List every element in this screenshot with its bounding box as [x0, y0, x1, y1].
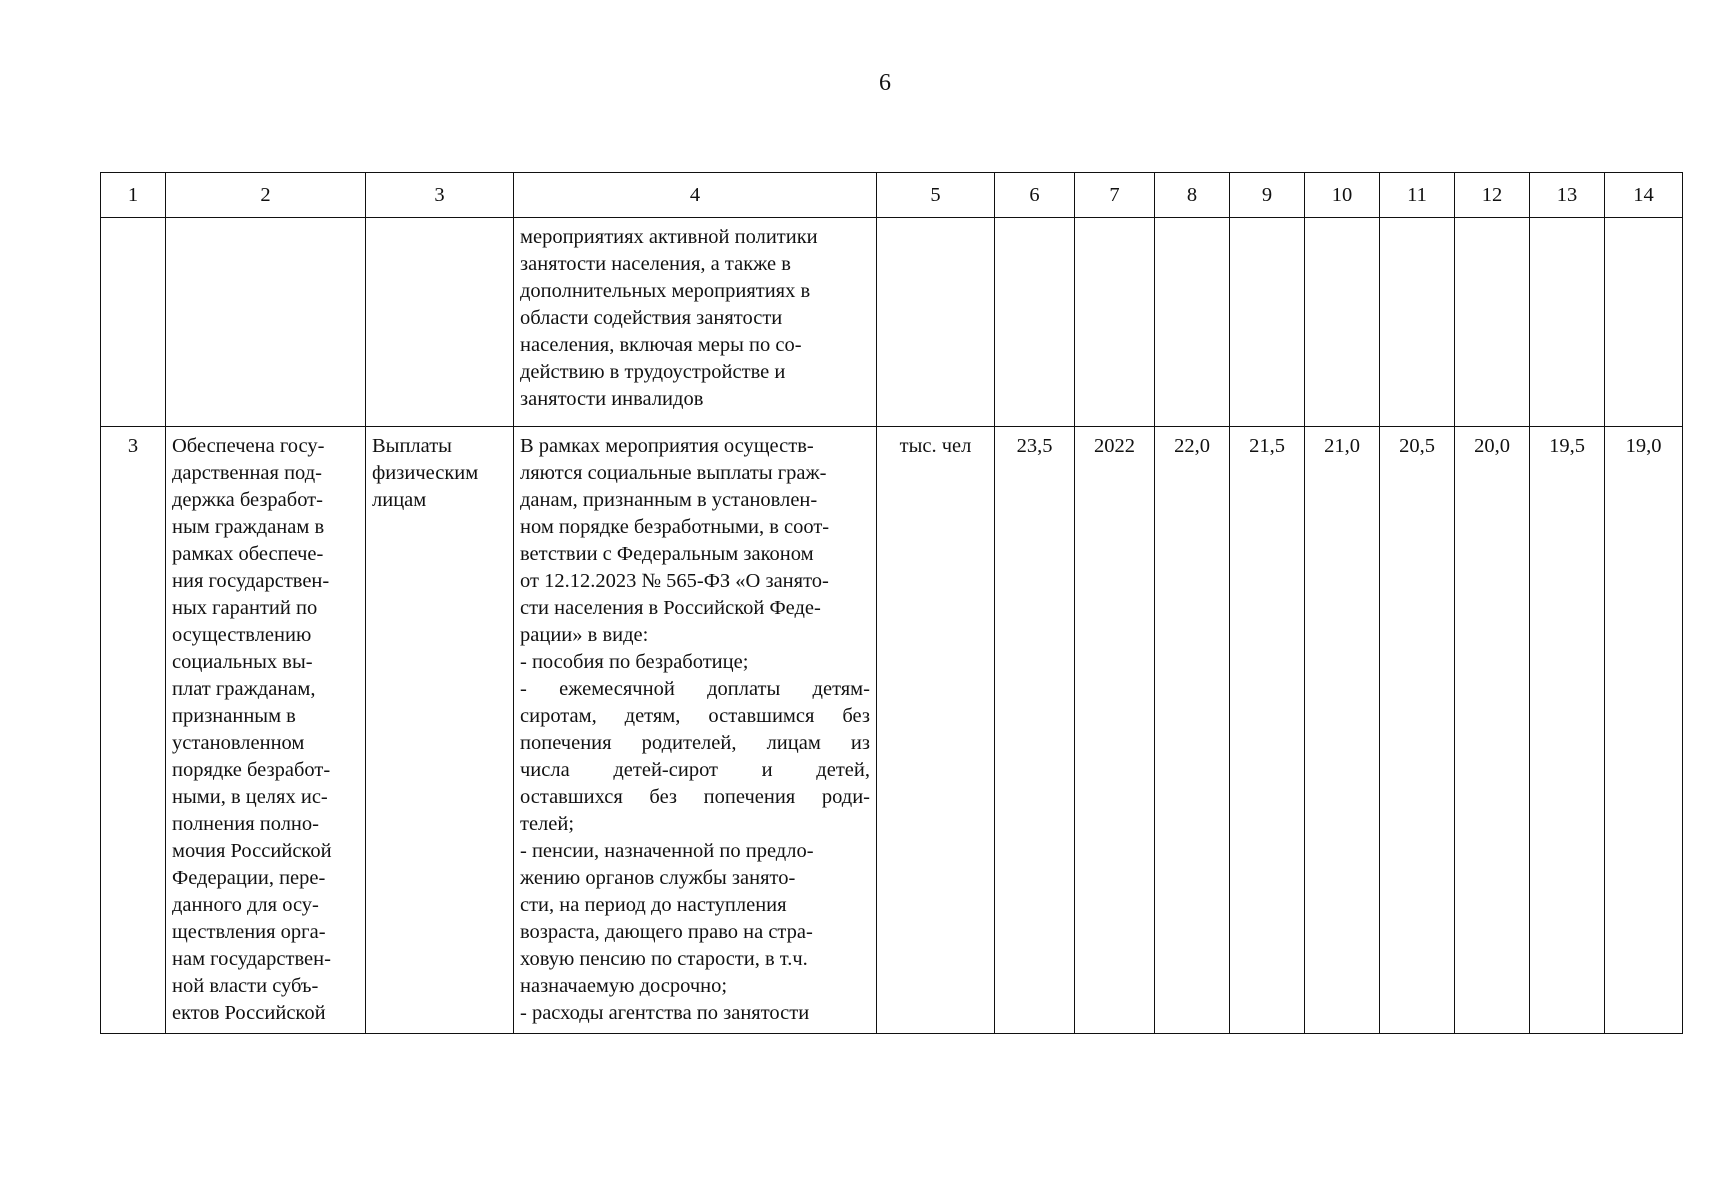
text-line: рамках обеспече- — [172, 543, 324, 565]
text-line: телей; — [520, 813, 575, 835]
header-cell: 8 — [1155, 173, 1230, 218]
text-line: данам, признанным в установлен- — [520, 489, 818, 511]
empty-cell — [1455, 218, 1530, 427]
text-line: попечения родителей, лицам из — [520, 732, 870, 754]
page-number: 6 — [879, 70, 891, 96]
indicators-table — [100, 172, 1683, 1034]
header-cell: 1 — [101, 173, 166, 218]
event-type-cell — [366, 427, 514, 1034]
value-cell: 19,5 — [1530, 427, 1605, 1034]
text-line: действию в трудоустройстве и — [520, 361, 786, 383]
value-cell: 21,5 — [1230, 427, 1305, 1034]
text-line: Обеспечена госу- — [172, 435, 325, 457]
empty-cell — [1230, 218, 1305, 427]
text-line: В рамках мероприятия осуществ- — [520, 435, 814, 457]
header-cell: 4 — [514, 173, 877, 218]
text-line: лицам — [372, 489, 427, 511]
header-cell: 11 — [1380, 173, 1455, 218]
text-line: дополнительных мероприятиях в — [520, 280, 811, 302]
header-cell: 14 — [1605, 173, 1683, 218]
text-line: ветствии с Федеральным законом — [520, 543, 814, 565]
empty-cell — [366, 218, 514, 427]
text-line: сиротам, детям, оставшимся без — [520, 705, 870, 727]
text-line: ществления орга- — [172, 921, 326, 943]
text-line: ными, в целях ис- — [172, 786, 328, 808]
text-line: признанным в — [172, 705, 296, 727]
text-line: ния государствен- — [172, 570, 330, 592]
text-line: - расходы агентства по занятости — [520, 1002, 810, 1024]
header-cell: 13 — [1530, 173, 1605, 218]
text-line: физическим — [372, 462, 479, 484]
text-line: занятости инвалидов — [520, 388, 704, 410]
value-cell: 21,0 — [1305, 427, 1380, 1034]
empty-cell — [877, 218, 995, 427]
empty-cell — [1075, 218, 1155, 427]
table-row-3 — [101, 427, 1683, 1034]
text-line: плат гражданам, — [172, 678, 316, 700]
text-line: социальных вы- — [172, 651, 313, 673]
header-cell: 2 — [166, 173, 366, 218]
text-line: оставшихся без попечения роди- — [520, 786, 870, 808]
task-cell — [166, 427, 366, 1034]
text-line: дарственная под- — [172, 462, 322, 484]
empty-cell — [1305, 218, 1380, 427]
text-line: мочия Российской — [172, 840, 332, 862]
text-line: держка безработ- — [172, 489, 323, 511]
text-line: - пособия по безработице; — [520, 651, 749, 673]
text-line: числа детей-сирот и детей, — [520, 759, 870, 781]
text-line: назначаемую досрочно; — [520, 975, 728, 997]
header-cell: 3 — [366, 173, 514, 218]
text-line: области содействия занятости — [520, 307, 783, 329]
text-line: ной власти субъ- — [172, 975, 319, 997]
header-cell: 12 — [1455, 173, 1530, 218]
description-cell — [514, 427, 877, 1034]
header-cell: 6 — [995, 173, 1075, 218]
text-line: - ежемесячной доплаты детям- — [520, 678, 870, 700]
text-line: сти, на период до наступления — [520, 894, 787, 916]
row-number: 3 — [101, 427, 166, 1034]
base-year-cell: 2022 — [1075, 427, 1155, 1034]
empty-cell — [1530, 218, 1605, 427]
empty-cell — [1605, 218, 1683, 427]
text-line: ляются социальные выплаты граж- — [520, 462, 827, 484]
text-line: рации» в виде: — [520, 624, 649, 646]
header-cell: 7 — [1075, 173, 1155, 218]
value-cell: 20,5 — [1380, 427, 1455, 1034]
text-line: осуществлению — [172, 624, 312, 646]
text-line: Федерации, пере- — [172, 867, 326, 889]
text-line: занятости населения, а также в — [520, 253, 791, 275]
unit-cell: тыс. чел — [877, 427, 995, 1034]
empty-cell — [995, 218, 1075, 427]
text-line: сти населения в Российской Феде- — [520, 597, 821, 619]
text-line: от 12.12.2023 № 565-ФЗ «О занято- — [520, 570, 829, 592]
header-cell: 10 — [1305, 173, 1380, 218]
text-line: ховую пенсию по старости, в т.ч. — [520, 948, 808, 970]
value-cell: 19,0 — [1605, 427, 1683, 1034]
empty-cell — [1155, 218, 1230, 427]
table-row-continuation — [101, 218, 1683, 427]
base-value-cell: 23,5 — [995, 427, 1075, 1034]
text-line: нам государствен- — [172, 948, 331, 970]
description-cell — [514, 218, 877, 427]
text-line: ным гражданам в — [172, 516, 325, 538]
text-line: мероприятиях активной политики — [520, 226, 818, 248]
text-line: ном порядке безработными, в соот- — [520, 516, 830, 538]
text-line: - пенсии, назначенной по предло- — [520, 840, 814, 862]
text-line: полнения полно- — [172, 813, 319, 835]
text-line: возраста, дающего право на стра- — [520, 921, 813, 943]
header-cell: 5 — [877, 173, 995, 218]
text-line: жению органов службы занято- — [520, 867, 796, 889]
header-row — [101, 173, 1683, 218]
text-line: ных гарантий по — [172, 597, 318, 619]
header-cell: 9 — [1230, 173, 1305, 218]
value-cell: 22,0 — [1155, 427, 1230, 1034]
empty-cell — [101, 218, 166, 427]
text-line: населения, включая меры по со- — [520, 334, 802, 356]
empty-cell — [1380, 218, 1455, 427]
text-line: установленном — [172, 732, 305, 754]
value-cell: 20,0 — [1455, 427, 1530, 1034]
text-line: ектов Российской — [172, 1002, 326, 1024]
text-line: данного для осу- — [172, 894, 319, 916]
text-line: порядке безработ- — [172, 759, 331, 781]
empty-cell — [166, 218, 366, 427]
text-line: Выплаты — [372, 435, 452, 457]
